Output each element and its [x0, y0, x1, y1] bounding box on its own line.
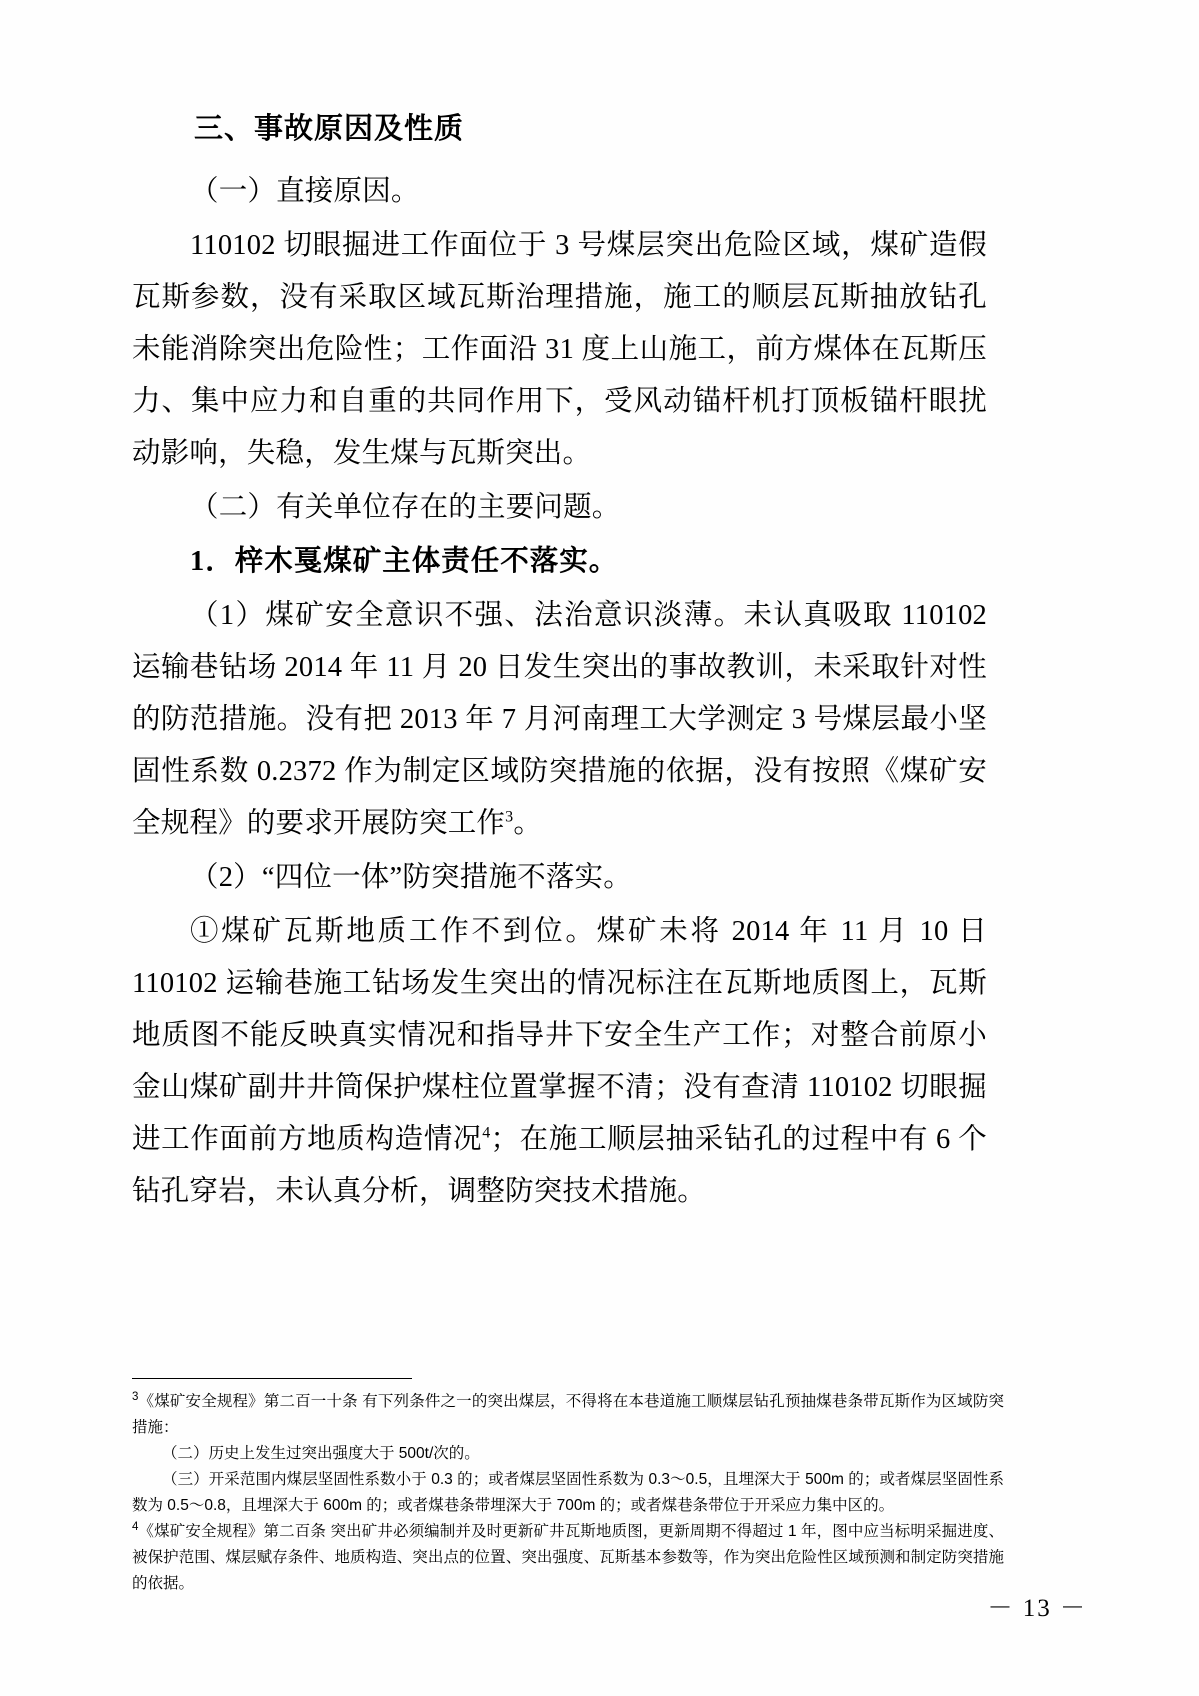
paragraph-item-1-tail: 。 — [513, 807, 543, 839]
section-heading: 三、事故原因及性质 — [194, 113, 465, 145]
footnote-3-line-3: （三）开采范围内煤层坚固性系数小于 0.3 的；或者煤层坚固性系数为 0.3～0.5，且埋深大于 500m 的；或者煤层坚固性系数为 0.5～0.8，且埋深大于 600m 的；或者煤巷条带埋深大于 700m 的；或者煤巷条带位于开采应力集中区的。 — [132, 1471, 1004, 1514]
footnote-3-number: 3 — [132, 1390, 139, 1403]
footnote-4 — [132, 1519, 1004, 1597]
footnote-3-line-1: 《煤矿安全规程》第二百一十条 有下列条件之一的突出煤层，不得将在本巷道施工顺煤层钻孔预抽煤巷条带瓦斯作为区域防突措施： — [132, 1393, 1004, 1436]
page-number: － 13 － — [987, 1595, 1087, 1622]
paragraph-direct-cause-title: （一）直接原因。 — [190, 175, 420, 207]
paragraph-mine-responsibility-title: 1．梓木戛煤矿主体责任不落实。 — [190, 545, 619, 577]
paragraph-item-1 — [132, 590, 987, 850]
footnote-3 — [132, 1389, 1004, 1519]
footnote-4-number: 4 — [132, 1520, 139, 1533]
footnote-area — [132, 1378, 1004, 1597]
footnote-divider — [132, 1378, 412, 1379]
paragraph-direct-cause-body: 110102 切眼掘进工作面位于 3 号煤层突出危险区域，煤矿造假瓦斯参数，没有采取区域瓦斯治理措施，施工的顺层瓦斯抽放钻孔未能消除突出危险性；工作面沿 31 度上山施工，前方煤体在瓦斯压力、集中应力和自重的共同作用下，受风动锚杆机打顶板锚杆眼扰动影响，失稳，发生煤与瓦斯突出。 — [132, 229, 987, 469]
paragraph-item-2-1 — [132, 906, 987, 1218]
footnote-3-line-2: （二）历史上发生过突出强度大于 500t/次的。 — [162, 1445, 480, 1462]
paragraph-item-2-1-text: ①煤矿瓦斯地质工作不到位。煤矿未将 2014 年 11 月 10 日 110102 运输巷施工钻场发生突出的情况标注在瓦斯地质图上，瓦斯地质图不能反映真实情况和指导井下安全生产工作；对整合前原小金山煤矿副井井筒保护煤柱位置掌握不清；没有查清 110102 切眼掘进工作面前方地质构造情况 — [132, 915, 987, 1155]
paragraph-unit-problems-title: （二）有关单位存在的主要问题。 — [190, 491, 621, 523]
paragraph-item-2: （2）“四位一体”防突措施不落实。 — [190, 861, 632, 893]
footnote-ref-4: 4 — [482, 1124, 491, 1141]
document-body — [132, 108, 987, 1220]
paragraph-item-2-1-tail: ；在施工顺层抽采钻孔的过程中有 6 个钻孔穿岩，未认真分析，调整防突技术措施。 — [132, 1123, 987, 1207]
footnote-4-line-1: 《煤矿安全规程》第二百条 突出矿井必须编制并及时更新矿井瓦斯地质图，更新周期不得超过 1 年，图中应当标明采掘进度、被保护范围、煤层赋存条件、地质构造、突出点的位置、突出强度、瓦斯基本参数等，作为突出危险性区域预测和制定防突措施的依据。 — [132, 1523, 1004, 1592]
paragraph-item-1-text: （1）煤矿安全意识不强、法治意识淡薄。未认真吸取 110102 运输巷钻场 2014 年 11 月 20 日发生突出的事故教训，未采取针对性的防范措施。没有把 2013 年 7 月河南理工大学测定 3 号煤层最小坚固性系数 0.2372 作为制定区域防突措施的依据，没有按照《煤矿安全规程》的要求开展防突工作 — [132, 599, 987, 839]
footnote-ref-3: 3 — [505, 808, 514, 825]
